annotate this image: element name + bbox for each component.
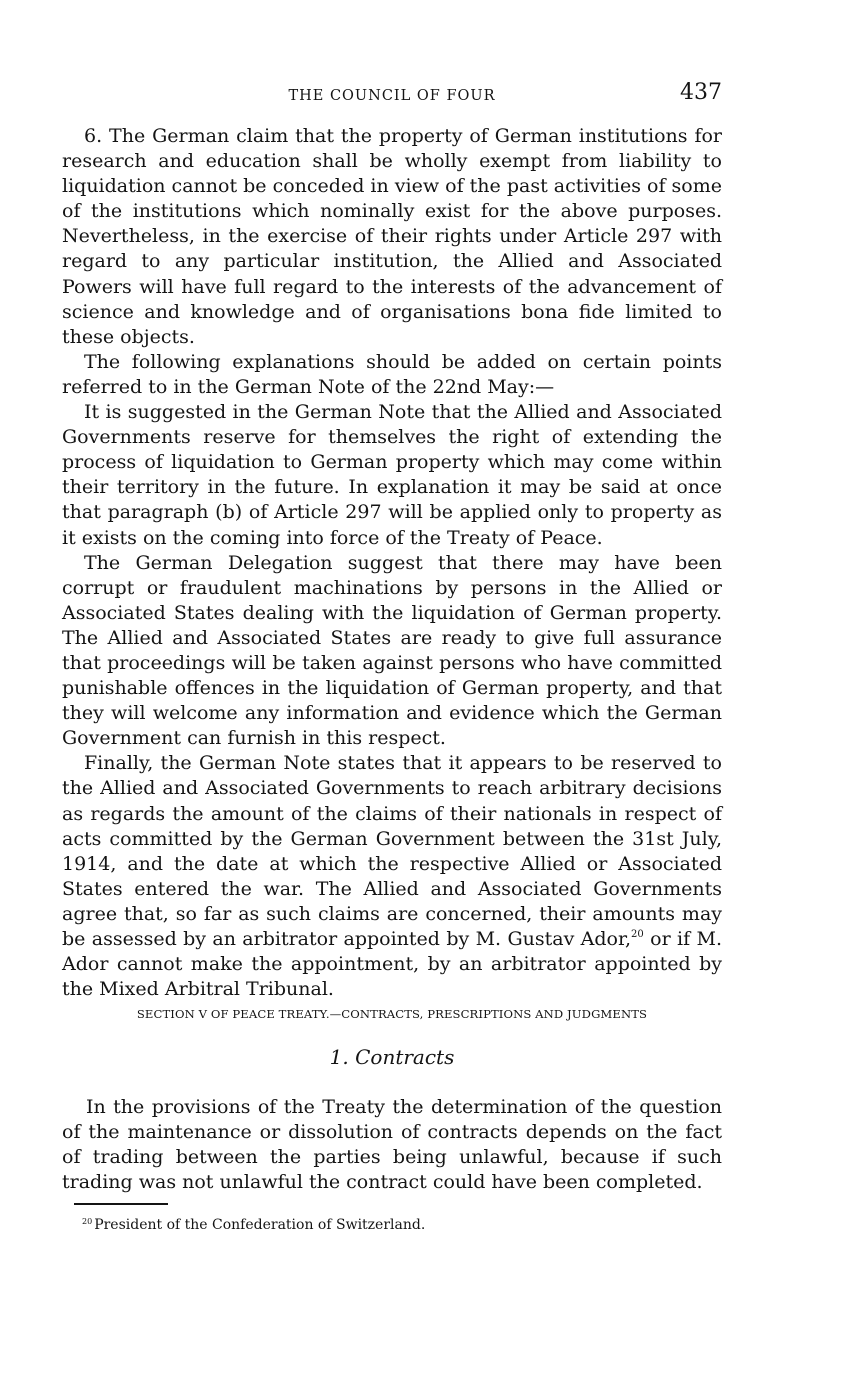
footnote-reference: 20 [631,929,644,940]
running-head [62,78,722,112]
section-text [62,1095,722,1195]
paragraph-arbitrary-decisions-part-2: or if M. Ador cannot make the appointment, by an arbitrator appointed by the Mixed Arbitral Tribunal. [62,928,722,1001]
page-number: 437 [680,80,722,105]
footnote-marker: 20 [82,1217,93,1226]
section-heading: SECTION V OF PEACE TREATY.—CONTRACTS, PRESCRIPTIONS AND JUDGMENTS [136,1007,648,1021]
paragraph-institutions: 6. The German claim that the property of German institutions for research and education shall be wholly exempt from liability to liquidation cannot be conceded in view of the past activities of some of the institutions which nominally exist for the above purposes. Nevertheless, in the exercise of their rights under Article 297 with regard to any particular institution, the Allied and Associated Powers will have full regard to the interests of the advancement of science and knowledge and of organisations bona fide limited to these objects. [62,125,722,348]
footnote-text: President of the Confederation of Switzerland. [94,1217,426,1233]
paragraph-arbitrary-decisions-part-1: Finally, the German Note states that it appears to be reserved to the Allied and Associated Governments to reach arbitrary decisions as regards the amount of the claims of their nationals in respect of acts committed by the German Government between the 31st July, 1914, and the date at which the respective Allied or Associated States entered the war. The Allied and Associated Governments agree that, so far as such claims are concerned, their amounts may be assessed by an arbitrator appointed by M. Gustav Ador, [62,752,722,950]
paragraph-fraudulent-machinations: The German Delegation suggest that there may have been corrupt or fraudulent machinations by persons in the Allied or Associated States dealing with the liquidation of German property. The Allied and Associated States are ready to give full assurance that proceedings will be taken against persons who have committed punishable offences in the liquidation of German property, and that they will welcome any information and evidence which the German Government can furnish in this respect. [62,551,722,750]
body-text [62,124,722,1002]
paragraph-explanations-intro: The following explanations should be added on certain points referred to in the German Note of the 22nd May:— [62,350,722,398]
running-title: THE COUNCIL OF FOUR [288,88,496,104]
footnote-divider [74,1203,168,1205]
paragraph-liquidation-process: It is suggested in the German Note that the Allied and Associated Governments reserve for themselves the right of extending the process of liquidation to German property which may come within their territory in the future. In explanation it may be said at once that paragraph (b) of Article 297 will be applied only to property as it exists on the coming into force of the Treaty of Peace. [62,401,722,549]
paragraph-contracts: In the provisions of the Treaty the determination of the question of the maintenance or dissolution of contracts depends on the fact of trading between the parties being unlawful, because if such trading was not unlawful the contract could have been completed. [62,1096,722,1194]
subsection-title: 1. Contracts [329,1045,455,1069]
paragraph-arbitrary-decisions [62,751,722,1002]
footnote [82,1213,722,1234]
